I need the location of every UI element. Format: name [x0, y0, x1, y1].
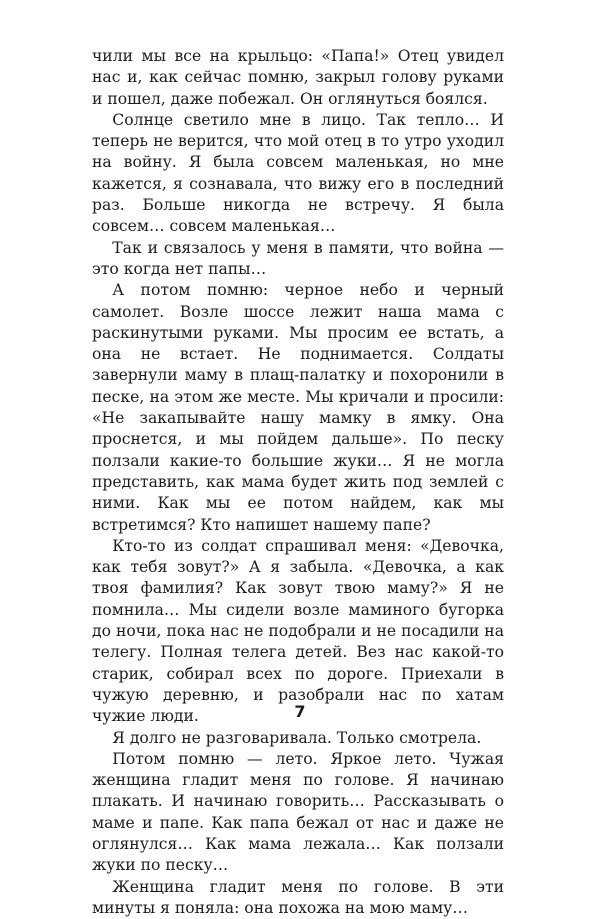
paragraph-6: Я долго не разговаривала. Только смотрела. — [112, 728, 482, 747]
paragraph-1: чили мы все на крыльцо: «Папа!» Отец увидел нас и, как сейчас помню, закрыл голову руками и пошел, даже побежал. Он оглянуться боялся. — [92, 47, 504, 108]
page-number: 7 — [294, 702, 306, 721]
paragraph-5: Кто-то из солдат спрашивал меня: «Девочка, как тебя зовут?» А я забыла. «Девочка, а как твоя фамилия? Как зовут твою маму?» Я не помнила… Мы сидели возле маминого бугорка до ночи, пока нас не подобрали и не посадили на телегу. Полная телега детей. Вез нас какой-то старик, собирал всех по дороге. Приехали в чужую деревню, и разобрали нас по хатам чужие люди. — [92, 536, 504, 726]
paragraph-7: Потом помню — лето. Яркое лето. Чужая женщина гладит меня по голове. Я начинаю плакать. И начинаю говорить… Рассказывать о маме и папе. Как папа бежал от нас и даже не оглянулся… Как мама лежала… Как ползали жуки по песку… — [92, 749, 504, 875]
paragraph-2: Солнце светило мне в лицо. Так тепло… И теперь не верится, что мой отец в то утро уходил на войну. Я была совсем маленькая, но мне кажется, я сознавала, что вижу его в последний раз. Больше никогда не встречу. Я была совсем… совсем маленькая… — [92, 110, 504, 236]
page-text — [92, 46, 504, 919]
paragraph-4: А потом помню: черное небо и черный самолет. Возле шоссе лежит наша мама с раскинутыми руками. Мы просим ее встать, а она не встает. Не поднимается. Солдаты завернули маму в плащ-палатку и похоронили в песке, на этом же месте. Мы кричали и просили: «Не закапывайте нашу мамку в ямку. Она проснется, и мы пойдем дальше». По песку ползали какие-то большие жуки… Я не могла представить, как мама будет жить под землей с ними. Как мы ее потом найдем, как мы встретимся? Кто напишет нашему папе? — [92, 281, 504, 534]
paragraph-8: Женщина гладит меня по голове. В эти минуты я поняла: она похожа на мою маму… — [92, 877, 504, 917]
paragraph-3: Так и связалось у меня в памяти, что война — это когда нет папы… — [92, 238, 504, 278]
